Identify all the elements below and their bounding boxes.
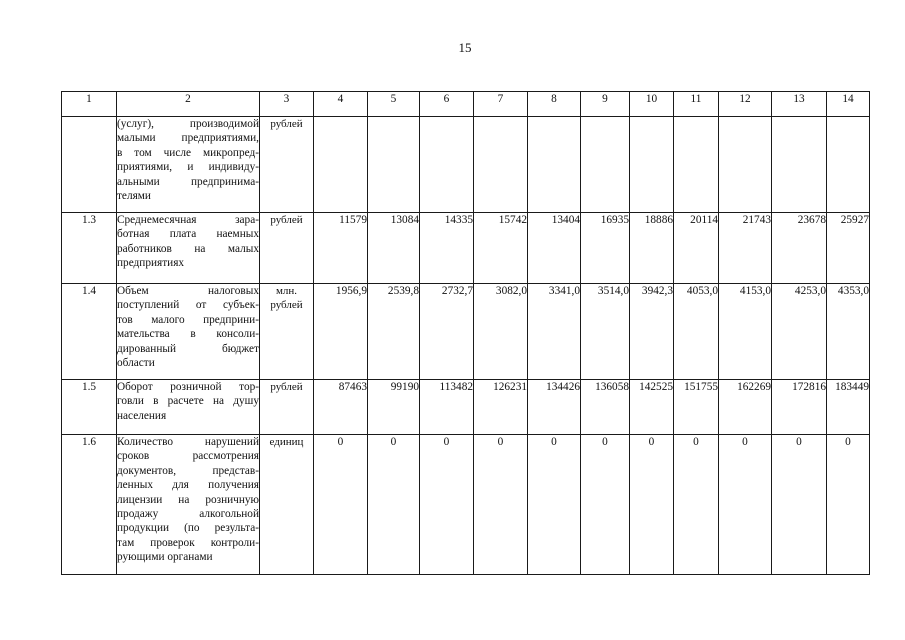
table-row xyxy=(62,284,870,380)
description-line: Оборот розничной тор- xyxy=(117,381,259,393)
description-line: продукции (по результа- xyxy=(117,522,259,535)
column-header: 9 xyxy=(581,92,630,117)
value-cell xyxy=(719,117,772,213)
value-cell: 13084 xyxy=(368,213,420,284)
value-cell: 183449 xyxy=(827,380,870,435)
value-cell xyxy=(474,117,528,213)
table-row xyxy=(62,117,870,213)
value-cell: 3341,0 xyxy=(528,284,581,380)
description-line: сроков рассмотрения xyxy=(117,450,259,463)
value-cell: 0 xyxy=(827,435,870,575)
value-cell: 14335 xyxy=(420,213,474,284)
value-cell: 3514,0 xyxy=(581,284,630,380)
description-line: ленных для получения xyxy=(117,479,259,492)
value-cell: 11579 xyxy=(314,213,368,284)
column-header: 5 xyxy=(368,92,420,117)
description-line: Количество нарушений xyxy=(117,436,259,448)
value-cell: 13404 xyxy=(528,213,581,284)
description-line: тов малого предприни- xyxy=(117,313,259,326)
description-line: рующими органами xyxy=(117,551,213,564)
value-cell: 99190 xyxy=(368,380,420,435)
description-line: альными предпринима- xyxy=(117,175,259,188)
value-cell: 1956,9 xyxy=(314,284,368,380)
table-row xyxy=(62,435,870,575)
description-line: в том числе микропред- xyxy=(117,146,259,159)
unit-cell: млн. рублей xyxy=(260,284,314,380)
value-cell: 0 xyxy=(581,435,630,575)
value-cell: 2732,7 xyxy=(420,284,474,380)
indicator-description xyxy=(117,380,260,435)
value-cell xyxy=(772,117,827,213)
value-cell: 16935 xyxy=(581,213,630,284)
value-cell: 4353,0 xyxy=(827,284,870,380)
value-cell: 151755 xyxy=(674,380,719,435)
table-row xyxy=(62,213,870,284)
description-line: телями xyxy=(117,190,151,203)
description-line: (услуг), производимой xyxy=(117,118,259,130)
row-number: 1.6 xyxy=(62,435,117,575)
value-cell xyxy=(420,117,474,213)
value-cell: 162269 xyxy=(719,380,772,435)
description-line: мательства в консоли- xyxy=(117,328,259,341)
indicator-description xyxy=(117,117,260,213)
row-number xyxy=(62,117,117,213)
column-header: 2 xyxy=(117,92,260,117)
column-header: 6 xyxy=(420,92,474,117)
value-cell xyxy=(827,117,870,213)
unit-cell: рублей xyxy=(260,117,314,213)
column-header: 12 xyxy=(719,92,772,117)
indicator-description xyxy=(117,213,260,284)
value-cell: 87463 xyxy=(314,380,368,435)
unit-cell: рублей xyxy=(260,380,314,435)
column-header: 8 xyxy=(528,92,581,117)
value-cell: 18886 xyxy=(630,213,674,284)
value-cell: 142525 xyxy=(630,380,674,435)
description-line: малыми предприятиями, xyxy=(117,132,259,145)
value-cell: 4253,0 xyxy=(772,284,827,380)
header-row xyxy=(62,92,870,117)
column-header: 3 xyxy=(260,92,314,117)
value-cell: 0 xyxy=(474,435,528,575)
description-line: поступлений от субъек- xyxy=(117,299,259,312)
value-cell: 23678 xyxy=(772,213,827,284)
row-number: 1.3 xyxy=(62,213,117,284)
page-number: 15 xyxy=(458,40,472,55)
indicator-table xyxy=(61,91,870,575)
description-line: ботная плата наемных xyxy=(117,228,259,241)
value-cell: 134426 xyxy=(528,380,581,435)
value-cell: 4053,0 xyxy=(674,284,719,380)
description-line: дированный бюджет xyxy=(117,342,259,355)
description-line: документов, представ- xyxy=(117,464,259,477)
description-line: работников на малых xyxy=(117,242,259,255)
description-line: лицензии на розничную xyxy=(117,493,259,506)
value-cell: 0 xyxy=(719,435,772,575)
row-number: 1.5 xyxy=(62,380,117,435)
value-cell: 0 xyxy=(314,435,368,575)
indicator-description xyxy=(117,435,260,575)
description-line: предприятиях xyxy=(117,257,185,270)
value-cell: 15742 xyxy=(474,213,528,284)
value-cell: 0 xyxy=(630,435,674,575)
value-cell xyxy=(674,117,719,213)
value-cell: 0 xyxy=(674,435,719,575)
value-cell xyxy=(581,117,630,213)
value-cell: 113482 xyxy=(420,380,474,435)
value-cell: 0 xyxy=(772,435,827,575)
description-line: Объем налоговых xyxy=(117,285,259,297)
value-cell: 25927 xyxy=(827,213,870,284)
unit-cell: рублей xyxy=(260,213,314,284)
description-line: говли в расчете на душу xyxy=(117,395,259,408)
description-line: Среднемесячная зара- xyxy=(117,214,259,226)
description-line: приятиями, и индивиду- xyxy=(117,161,259,174)
value-cell: 2539,8 xyxy=(368,284,420,380)
value-cell: 0 xyxy=(368,435,420,575)
unit-cell: единиц xyxy=(260,435,314,575)
value-cell: 0 xyxy=(420,435,474,575)
value-cell: 20114 xyxy=(674,213,719,284)
value-cell: 0 xyxy=(528,435,581,575)
column-header: 7 xyxy=(474,92,528,117)
description-line: продажу алкогольной xyxy=(117,508,259,521)
value-cell: 21743 xyxy=(719,213,772,284)
value-cell xyxy=(528,117,581,213)
table-row xyxy=(62,380,870,435)
value-cell: 172816 xyxy=(772,380,827,435)
table-body xyxy=(62,92,870,575)
value-cell: 136058 xyxy=(581,380,630,435)
column-header: 1 xyxy=(62,92,117,117)
description-line: населения xyxy=(117,409,167,422)
column-header: 14 xyxy=(827,92,870,117)
value-cell: 126231 xyxy=(474,380,528,435)
description-line: области xyxy=(117,357,155,370)
column-header: 4 xyxy=(314,92,368,117)
value-cell: 3942,3 xyxy=(630,284,674,380)
value-cell: 3082,0 xyxy=(474,284,528,380)
value-cell: 4153,0 xyxy=(719,284,772,380)
value-cell xyxy=(314,117,368,213)
indicator-description xyxy=(117,284,260,380)
column-header: 11 xyxy=(674,92,719,117)
value-cell xyxy=(630,117,674,213)
column-header: 10 xyxy=(630,92,674,117)
value-cell xyxy=(368,117,420,213)
row-number: 1.4 xyxy=(62,284,117,380)
column-header: 13 xyxy=(772,92,827,117)
description-line: там проверок контроли- xyxy=(117,536,259,549)
